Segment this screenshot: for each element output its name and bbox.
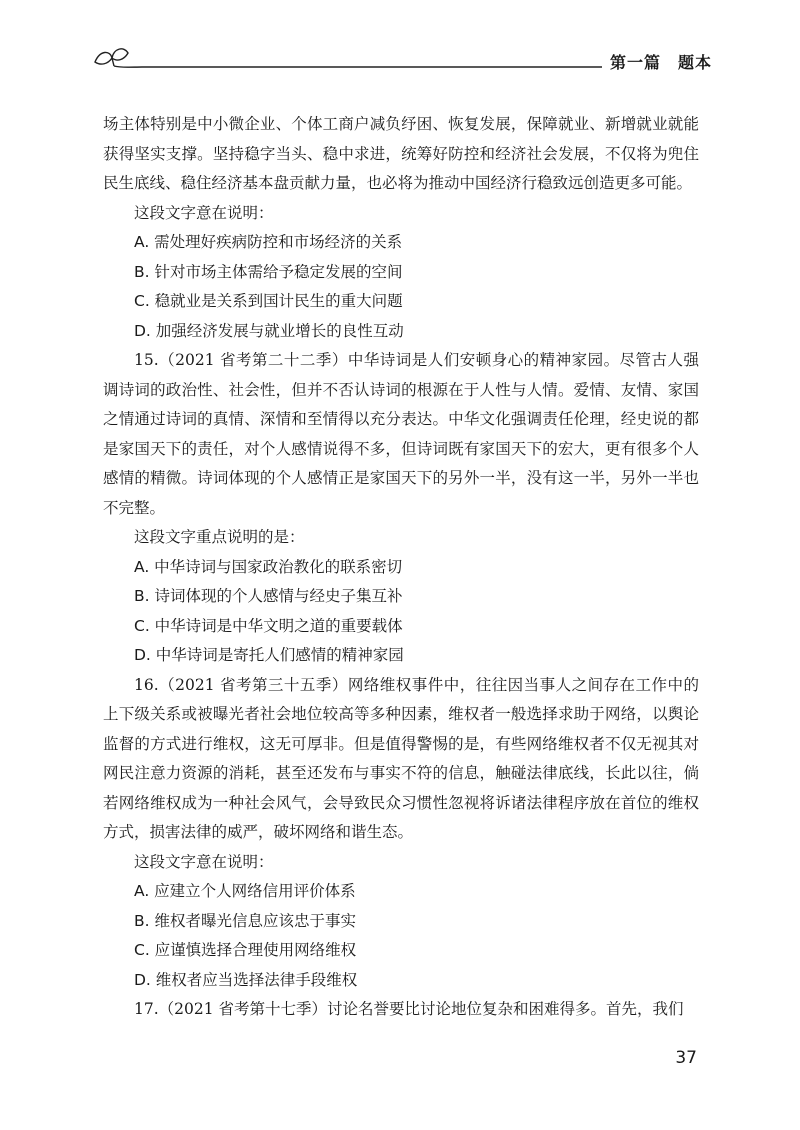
q16-stem: 16.（2021 省考第三十五季）网络维权事件中，往往因当事人之间存在工作中的上下级关系或被曝光者社会地位较高等多种因素，维权者一般选择求助于网络，以舆论监督的方式进行维权，这无可厚非。但是值得警惕的是，有些网络维权者不仅无视其对网民注意力资源的消耗，甚至还发布与事实不符的信息，触碰法律底线，长此以往，倘若网络维权成为一种社会风气，会导致民众习惯性忽视将诉诸法律程序放在首位的维权方式，损害法律的威严，破坏网络和谐生态。 <box>103 675 699 841</box>
q16-option-c: C. 应谨慎选择合理使用网络维权 <box>134 941 357 959</box>
q16-option-d: D. 维权者应当选择法律手段维权 <box>134 970 358 989</box>
q14-continuation-text: 场主体特别是中小微企业、个体工商户减负纾困、恢复发展，保障就业、新增就业就能获得坚实支撑。坚持稳字当头、稳中求进，统筹好防控和经济社会发展，不仅将为兜住民生底线、稳住经济基本盘贡献力量，也必将为推动中国经济行稳致远创造更多可能。 <box>103 115 699 192</box>
q16-option-b: B. 维权者曝光信息应该忠于事实 <box>134 911 356 930</box>
q14-option-c: C. 稳就业是关系到国计民生的重大问题 <box>134 292 403 310</box>
q16-prompt: 这段文字意在说明： <box>134 852 274 871</box>
page-body <box>103 110 699 1025</box>
section-title: 第一篇 题本 <box>609 53 712 72</box>
q15-option-d: D. 中华诗词是寄托人们感情的精神家园 <box>134 646 404 664</box>
q15-option-c: C. 中华诗词是中华文明之道的重要载体 <box>134 616 403 635</box>
q15-option-b: B. 诗词体现的个人感情与经史子集互补 <box>134 587 403 605</box>
q15-stem: 15.（2021 省考第二十二季）中华诗词是人们安顿身心的精神家园。尽管古人强调诗词的政治性、社会性，但并不否认诗词的根源在于人性与人情。爱情、友情、家国之情通过诗词的真情、深情和至情得以充分表达。中华文化强调责任伦理，经史说的都是家国天下的责任，对个人感情说得不多，但诗词既有家国天下的宏大，更有很多个人感情的精微。诗词体现的个人感情正是家国天下的另外一半，没有这一半，另外一半也不完整。 <box>103 351 699 517</box>
q15-prompt: 这段文字重点说明的是： <box>134 528 305 546</box>
q14-option-d: D. 加强经济发展与就业增长的良性互动 <box>134 321 404 340</box>
q15-option-a: A. 中华诗词与国家政治教化的联系密切 <box>134 557 403 576</box>
page-header <box>92 38 712 78</box>
q16-option-a: A. 应建立个人网络信用评价体系 <box>134 882 356 900</box>
q14-prompt: 这段文字意在说明： <box>134 203 274 222</box>
q17-stem: 17.（2021 省考第十七季）讨论名誉要比讨论地位复杂和困难得多。首先，我们 <box>134 1000 684 1018</box>
q14-option-a: A. 需处理好疾病防控和市场经济的关系 <box>134 233 403 251</box>
q14-option-b: B. 针对市场主体需给予稳定发展的空间 <box>134 262 403 281</box>
page-number: 37 <box>675 1048 697 1068</box>
